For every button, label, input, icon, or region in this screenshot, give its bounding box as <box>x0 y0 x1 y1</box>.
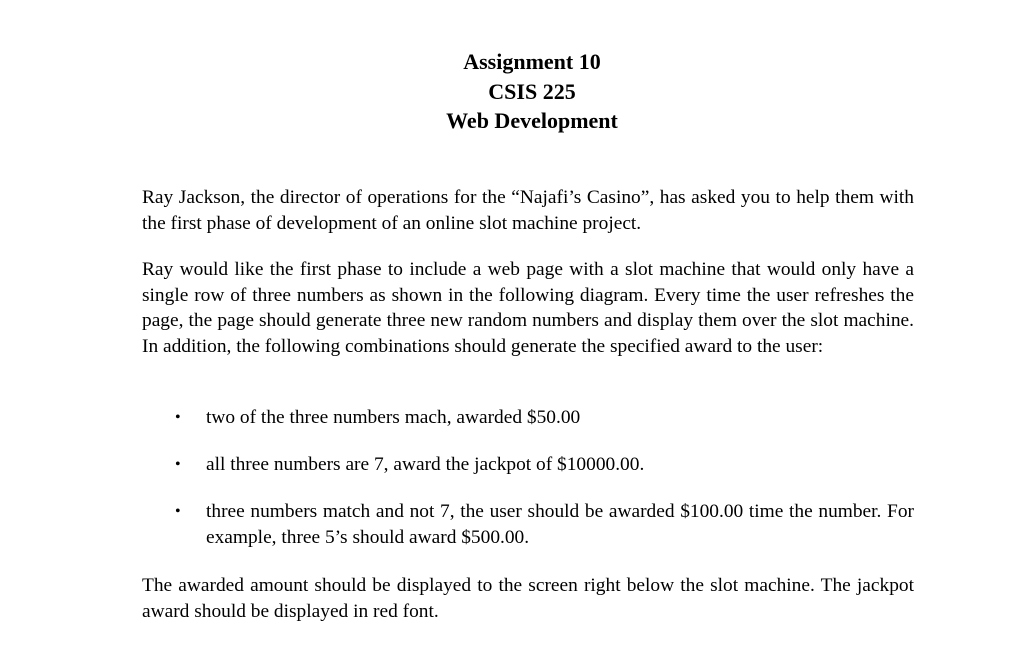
award-text: two of the three numbers mach, awarded $50.00 <box>206 407 581 428</box>
document-title <box>0 47 1024 136</box>
award-text: all three numbers are 7, award the jackpot of $10000.00. <box>206 454 645 476</box>
list-item <box>142 452 914 478</box>
list-item <box>142 405 914 431</box>
award-text: three numbers match and not 7, the user should be awarded $100.00 time the number. For example, three 5’s should award $500.00. <box>206 501 914 548</box>
bullet-icon: • <box>175 409 181 426</box>
intro-paragraph: Ray Jackson, the director of operations for the “Najafi’s Casino”, has asked you to help them with the first phase of development of an online slot machine project. <box>142 187 914 234</box>
course-name: Web Development <box>446 108 618 133</box>
bullet-icon: • <box>175 503 181 521</box>
closing-paragraph: The awarded amount should be displayed to the screen right below the slot machine. The jackpot award should be displayed in red font. <box>142 575 914 622</box>
requirements-paragraph: Ray would like the first phase to include a web page with a slot machine that would only have a single row of three numbers as shown in the following diagram. Every time the user refreshes the page, the page should generate three new random numbers and display them over the slot machine. In addition, the following combinations should generate the specified award to the user: <box>142 259 914 357</box>
award-list <box>142 405 914 550</box>
list-item <box>142 499 914 550</box>
course-code: CSIS 225 <box>488 78 576 104</box>
assignment-number: Assignment 10 <box>463 49 601 74</box>
bullet-icon: • <box>175 456 181 474</box>
